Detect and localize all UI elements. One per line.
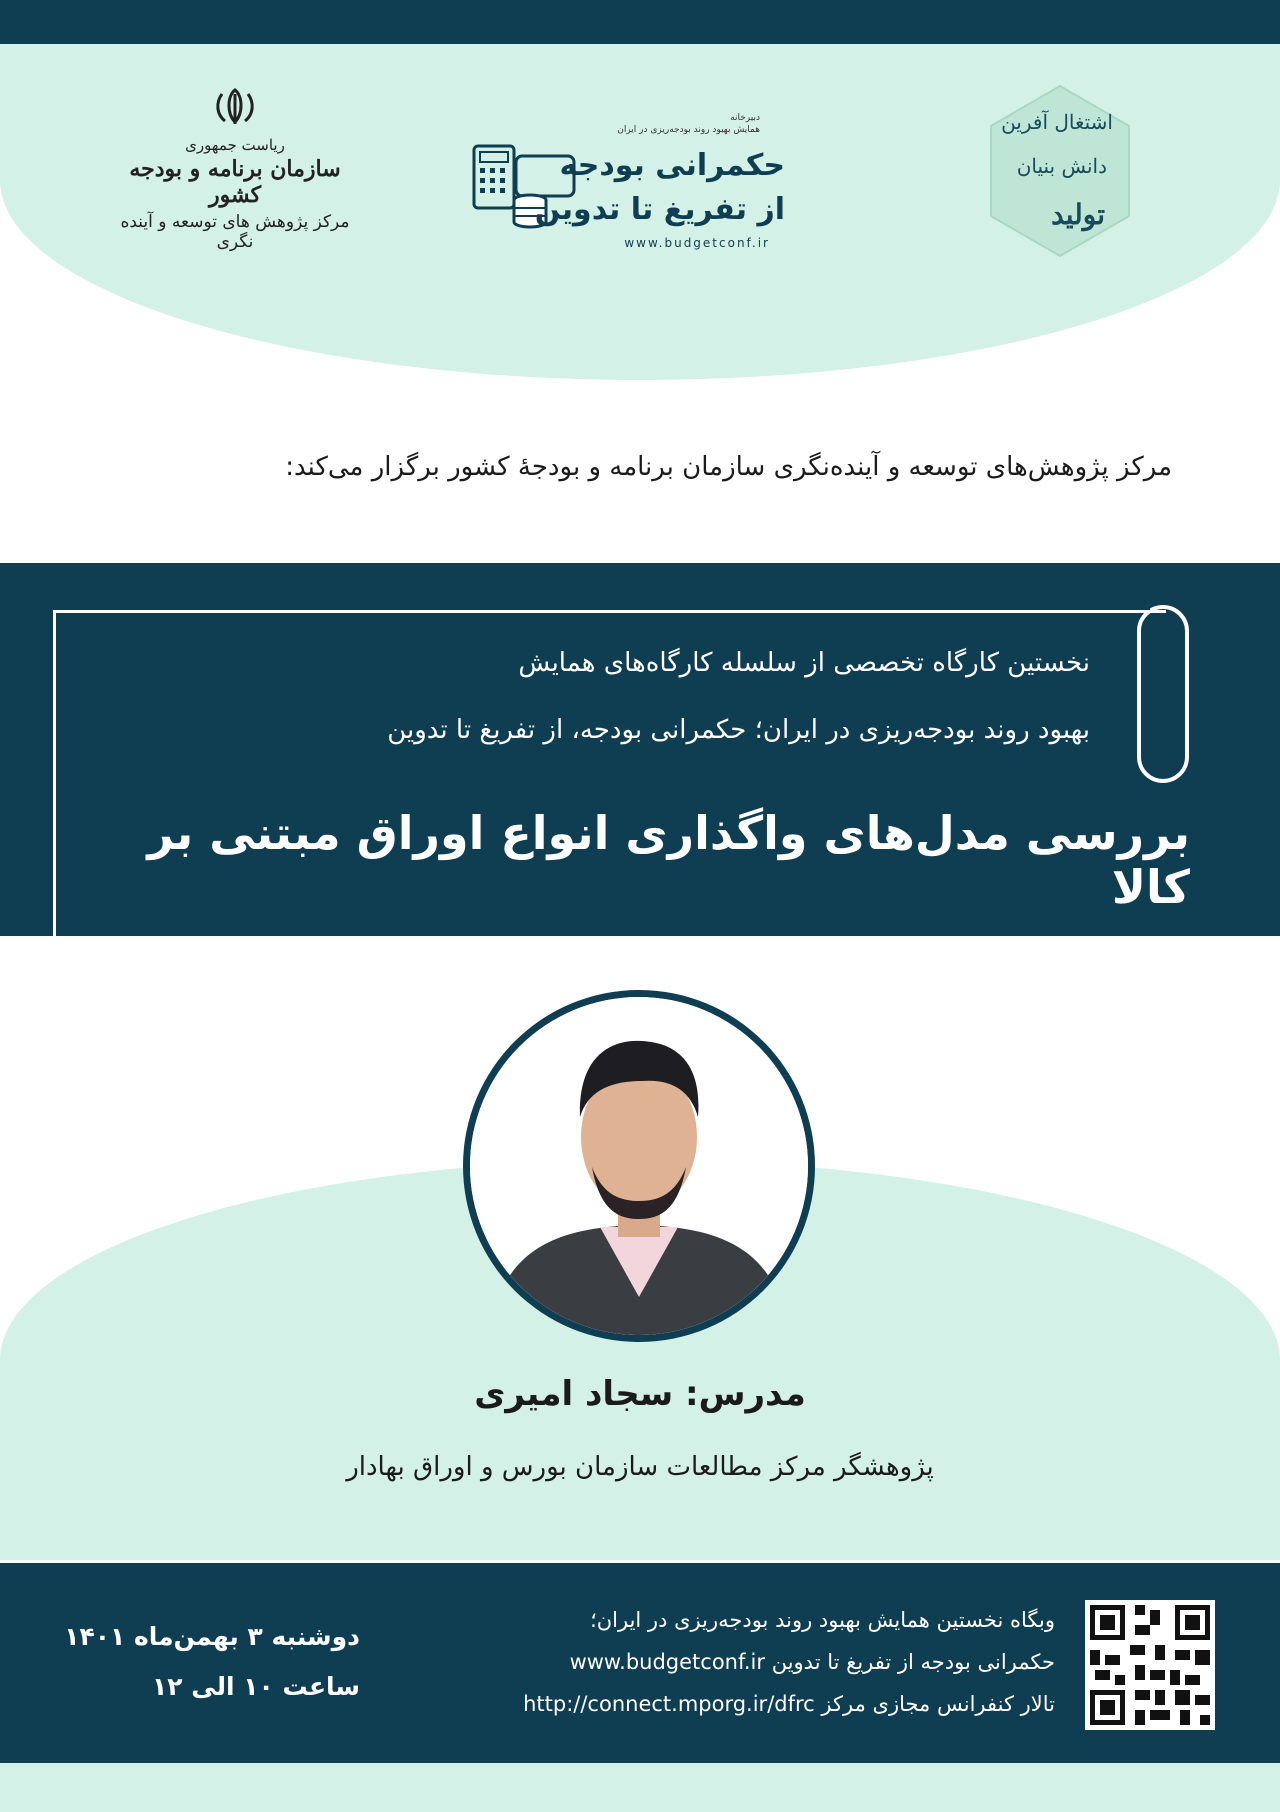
conference-title-1: حکمرانی بودجه: [559, 148, 785, 183]
iran-emblem-icon: [213, 86, 257, 126]
pbo-logo: [105, 86, 365, 266]
conference-logo: [470, 112, 830, 252]
footer-strip: [0, 1763, 1280, 1812]
footer-conference-line: [558, 1650, 1055, 1674]
conference-title-2: از تفریغ تا تدوین: [534, 192, 785, 227]
conference-tagline: دبیرخانه همایش بهبود روند بودجه‌ریزی در ایران: [617, 113, 760, 135]
event-date: دوشنبه ۳ بهمن‌ماه ۱۴۰۱: [64, 1622, 360, 1651]
workshop-title: بررسی مدل‌های واگذاری انواع اوراق مبتنی بر کالا: [147, 806, 1190, 914]
organization-name: سازمان برنامه و بودجه کشور: [129, 156, 341, 208]
number-one-mark: [1137, 605, 1189, 783]
instructor-photo: [470, 997, 808, 1335]
year-slogan-logo: [985, 82, 1135, 260]
qr-code-icon: [1085, 1600, 1215, 1730]
person-icon: [470, 997, 808, 1335]
qr-code[interactable]: [1085, 1600, 1215, 1730]
top-bar: [0, 0, 1280, 44]
instructor-affiliation: پژوهشگر مرکز مطالعات سازمان بورس و اوراق بهادار: [346, 1452, 934, 1482]
frame-gap: [1128, 598, 1150, 610]
workshop-subtitle-2: بهبود روند بودجه‌ریزی در ایران؛ حکمرانی بودجه، از تفریغ تا تدوین: [387, 715, 1090, 745]
footer-hall-line: [511, 1692, 1055, 1716]
footer-hall-label: تالار کنفرانس مجازی مرکز: [821, 1692, 1055, 1716]
presidency-label: ریاست جمهوری: [185, 136, 285, 154]
event-time: ساعت ۱۰ الی ۱۲: [152, 1672, 360, 1701]
instructor-name: مدرس: سجاد امیری: [474, 1374, 806, 1414]
intro-text: مرکز پژوهش‌های توسعه و آینده‌نگری سازمان برنامه و بودجهٔ کشور برگزار می‌کند:: [285, 452, 1172, 482]
workshop-subtitle-1: نخستین کارگاه تخصصی از سلسله کارگاه‌های همایش: [518, 648, 1090, 678]
slogan-line-1: اشتغال آفرین: [1001, 110, 1113, 134]
footer-website-line: وبگاه نخستین همایش بهبود روند بودجه‌ریزی در ایران؛: [590, 1608, 1055, 1632]
footer-conference-title: حکمرانی بودجه از تفریغ تا تدوین: [771, 1650, 1055, 1674]
footer-website-link[interactable]: www.budgetconf.ir: [569, 1650, 766, 1674]
slogan-line-2: دانش بنیان: [1016, 154, 1107, 178]
footer-hall-link[interactable]: http://connect.mporg.ir/dfrc: [523, 1692, 815, 1716]
research-center-name: مرکز پژوهش های توسعه و آینده نگری: [120, 212, 350, 252]
slogan-line-3: تولید: [1051, 198, 1105, 231]
conference-url: www.budgetconf.ir: [624, 236, 770, 250]
